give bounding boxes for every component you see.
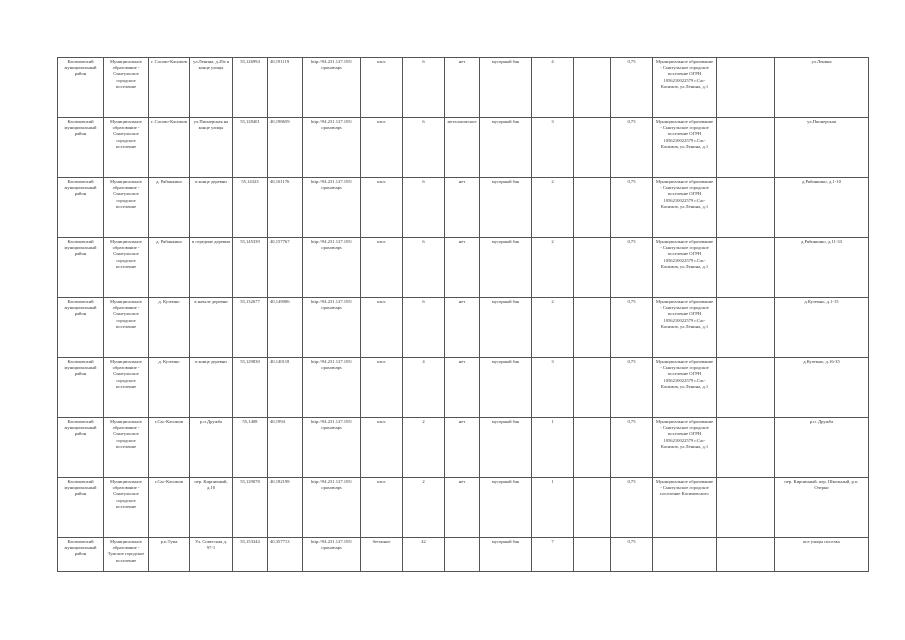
table-cell: нет bbox=[445, 178, 480, 238]
table-cell: 6 bbox=[403, 178, 445, 238]
table-cell: д.Рябинкино, д.11-33 bbox=[775, 238, 869, 298]
table-cell bbox=[717, 418, 775, 478]
table-cell: 40,198659 bbox=[268, 118, 303, 178]
table-cell: http://94.231.127.105/ораsоmарs bbox=[303, 238, 361, 298]
table-cell: нзос bbox=[361, 358, 403, 418]
table-cell: Муниципальное образование - Сынтульское городское поселение ОГРН 1056210022579 г.Сас-Касимов, ул.Ленина, д.1 bbox=[653, 298, 717, 358]
table-cell: http://94.231.127.105/ораsоmарs bbox=[303, 418, 361, 478]
table-cell: Муниципальное образование - Тумское городское поселение bbox=[104, 538, 149, 572]
table-cell: нет bbox=[445, 238, 480, 298]
table-cell: 42 bbox=[403, 538, 445, 572]
table-cell: Касимовский муниципальный район bbox=[58, 178, 104, 238]
document-table bbox=[57, 57, 869, 572]
table-cell: мусорный бак bbox=[480, 538, 532, 572]
table-cell: Касимовский муниципальный район bbox=[58, 58, 104, 118]
table-cell: 0,75 bbox=[611, 478, 653, 538]
table-cell: д.Куземно, д.16-35 bbox=[775, 358, 869, 418]
table-cell: Муниципальное образование - Сынтульское городское поселение bbox=[104, 118, 149, 178]
table-cell: Муниципальное образование - Сынтульское городское поселение ОГРН 1056210022579 г.Сас-Касимов, ул.Ленина, д.1 bbox=[653, 178, 717, 238]
table-row bbox=[58, 418, 869, 478]
table-cell: 1 bbox=[532, 418, 574, 478]
table-cell: мусорный бак bbox=[480, 418, 532, 478]
table-cell: Муниципальное образование - Сынтульское городское поселение bbox=[104, 478, 149, 538]
table-cell: г. Сасово-Касимов bbox=[149, 58, 190, 118]
table-cell bbox=[574, 478, 611, 538]
table-cell: в середине деревни bbox=[190, 238, 233, 298]
table-cell: нет bbox=[445, 58, 480, 118]
table-cell bbox=[717, 118, 775, 178]
table-cell: р.п. Дружба bbox=[775, 418, 869, 478]
table-cell: 6 bbox=[403, 238, 445, 298]
table-cell: 2 bbox=[403, 418, 445, 478]
table-cell: 55,129830 bbox=[233, 358, 268, 418]
table-cell: р.п.Тума bbox=[149, 538, 190, 572]
table-cell: г.Сас-Касимов bbox=[149, 418, 190, 478]
table-cell: д. Рябинкино bbox=[149, 238, 190, 298]
table-cell: 40,357713 bbox=[268, 538, 303, 572]
table-cell: Муниципальное образование - Сынтульское городское поселение ОГРН 1056210022579 г.Сас-Касимов, ул.Ленина, д.1 bbox=[653, 118, 717, 178]
table-body bbox=[58, 58, 869, 572]
table-cell: 55,145339 bbox=[233, 238, 268, 298]
table-cell: мусорный бак bbox=[480, 238, 532, 298]
table-row bbox=[58, 478, 869, 538]
table-cell: 0,75 bbox=[611, 238, 653, 298]
table-cell: 3 bbox=[532, 358, 574, 418]
table-cell: нзос bbox=[361, 418, 403, 478]
table-cell: 2 bbox=[403, 478, 445, 538]
table-cell bbox=[574, 358, 611, 418]
table-cell: http://94.231.127.105/ораsоmарs bbox=[303, 118, 361, 178]
table-cell: мусорный бак bbox=[480, 358, 532, 418]
table-cell: нзос bbox=[361, 298, 403, 358]
table-cell: нзос bbox=[361, 478, 403, 538]
table-cell: ул.Ленина bbox=[775, 58, 869, 118]
table-row bbox=[58, 238, 869, 298]
table-cell: http://94.231.127.105/ораsоmарs bbox=[303, 478, 361, 538]
table-cell: 0,75 bbox=[611, 58, 653, 118]
table-cell: 55,132677 bbox=[233, 298, 268, 358]
table-cell bbox=[574, 238, 611, 298]
table-cell: 0,75 bbox=[611, 178, 653, 238]
table-cell bbox=[717, 538, 775, 572]
table-cell: http://94.231.127.105/ораsоmарs bbox=[303, 358, 361, 418]
table-cell bbox=[717, 478, 775, 538]
table-cell bbox=[574, 418, 611, 478]
table-cell: 40,191119 bbox=[268, 58, 303, 118]
table-cell bbox=[717, 178, 775, 238]
table-cell: 40,140118 bbox=[268, 358, 303, 418]
table-cell: Касимовский муниципальный район bbox=[58, 418, 104, 478]
table-cell: http://94.231.127.105/ораsоmарs bbox=[303, 178, 361, 238]
table-cell bbox=[574, 118, 611, 178]
table-cell: 0,75 bbox=[611, 118, 653, 178]
table-cell: Муниципальное образование - Сынтульское городское поселение bbox=[104, 238, 149, 298]
table-cell: 7 bbox=[532, 538, 574, 572]
table-cell: Муниципальное образование - Сынтульское городское поселение ОГРН 1056210022579 г.Сас-Касимов, ул.Ленина, д.1 bbox=[653, 58, 717, 118]
table-cell: нзос bbox=[361, 118, 403, 178]
table-cell: 4 bbox=[532, 58, 574, 118]
table-row bbox=[58, 178, 869, 238]
table-cell: ул.Ленина, д.29а в конце улицы bbox=[190, 58, 233, 118]
table-cell: 55,14323 bbox=[233, 178, 268, 238]
table-cell: д. Куземно bbox=[149, 298, 190, 358]
table-cell: 6 bbox=[403, 118, 445, 178]
table-cell: мусорный бак bbox=[480, 178, 532, 238]
table-cell: ул.Пионерская на конце улицы bbox=[190, 118, 233, 178]
table-cell: мусорный бак bbox=[480, 58, 532, 118]
table-row bbox=[58, 538, 869, 572]
table-cell: пер. Кирпичный, д.10 bbox=[190, 478, 233, 538]
table-cell: Ул. Советская д. 97-1 bbox=[190, 538, 233, 572]
table-cell: Муниципальное образование - Сынтульское городское поселение bbox=[104, 298, 149, 358]
table-cell: бетонное bbox=[361, 538, 403, 572]
table-cell: 0,75 bbox=[611, 298, 653, 358]
table-cell: 2 bbox=[532, 238, 574, 298]
table-cell: Касимовский муниципальный район bbox=[58, 358, 104, 418]
table-cell: Муниципальное образование - Сынтульское городское поселение ОГРН 1056210022579 г.Сас-Касимов, ул.Ленина, д.1 bbox=[653, 358, 717, 418]
table-cell: 40,161176 bbox=[268, 178, 303, 238]
table-cell: Касимовский муниципальный район bbox=[58, 238, 104, 298]
table-cell: 40,1994 bbox=[268, 418, 303, 478]
table-cell: г.Сас-Касимов bbox=[149, 478, 190, 538]
table-cell: 4 bbox=[403, 358, 445, 418]
table-cell: д. Куземно bbox=[149, 358, 190, 418]
table-cell: 40,182198 bbox=[268, 478, 303, 538]
table-cell: нет bbox=[445, 358, 480, 418]
table-cell: 40,157767 bbox=[268, 238, 303, 298]
table-cell: г. Сасово-Касимов bbox=[149, 118, 190, 178]
table-cell: пер. Кирпичный, пер. Школьный, р.п. Озерки bbox=[775, 478, 869, 538]
table-cell: 0,75 bbox=[611, 418, 653, 478]
table-cell: 55,128401 bbox=[233, 118, 268, 178]
table-cell bbox=[717, 238, 775, 298]
table-cell bbox=[574, 178, 611, 238]
table-cell bbox=[653, 538, 717, 572]
table-cell: Муниципальное образование - Сынтульское городское поселение bbox=[104, 418, 149, 478]
table-cell: 55,129078 bbox=[233, 478, 268, 538]
table-cell bbox=[574, 58, 611, 118]
table-cell bbox=[574, 538, 611, 572]
table-cell: 6 bbox=[403, 298, 445, 358]
table-row bbox=[58, 118, 869, 178]
table-cell: Касимовский муниципальный район bbox=[58, 478, 104, 538]
table-cell: 2 bbox=[532, 178, 574, 238]
table-cell: Муниципальное образование - Сынтульское городское поселение bbox=[104, 178, 149, 238]
table-cell: нет bbox=[445, 298, 480, 358]
table-cell: в конце деревни bbox=[190, 358, 233, 418]
table-row bbox=[58, 58, 869, 118]
table-cell: нзос bbox=[361, 178, 403, 238]
table-cell: д.Куземно, д.1-15 bbox=[775, 298, 869, 358]
table-cell: д.Рябинкино, д.1-10 bbox=[775, 178, 869, 238]
table-cell bbox=[717, 58, 775, 118]
table-cell: http://94.231.127.105/ораsоmарs bbox=[303, 298, 361, 358]
table-cell: 1 bbox=[532, 478, 574, 538]
table-cell: Касимовский муниципальный район bbox=[58, 298, 104, 358]
table-cell: 3 bbox=[532, 118, 574, 178]
table-cell: Касимовский муниципальный район bbox=[58, 118, 104, 178]
table-cell bbox=[445, 538, 480, 572]
table-cell: металлическое bbox=[445, 118, 480, 178]
table-cell: д. Рябинкино bbox=[149, 178, 190, 238]
table-row bbox=[58, 358, 869, 418]
table-cell: 55,1408 bbox=[233, 418, 268, 478]
table-cell: 2 bbox=[532, 298, 574, 358]
table-cell: ул.Пионерская bbox=[775, 118, 869, 178]
table-cell: Муниципальное образование - Сынтульское городское поселение bbox=[104, 358, 149, 418]
table-cell: 55,126994 bbox=[233, 58, 268, 118]
table-cell: Муниципальное образование - Сынтульское городское поселение ОГРН 1056210022579 г.Сас-Касимов, ул.Ленина, д.1 bbox=[653, 238, 717, 298]
table-cell: мусорный бак bbox=[480, 478, 532, 538]
table-cell: р.п.Дружба bbox=[190, 418, 233, 478]
table-cell: в конце деревни bbox=[190, 178, 233, 238]
table-cell: нет bbox=[445, 418, 480, 478]
table-cell: нзос bbox=[361, 238, 403, 298]
table-cell: 0,75 bbox=[611, 358, 653, 418]
table-cell: 40,149006 bbox=[268, 298, 303, 358]
table-cell bbox=[717, 358, 775, 418]
table-cell: все улицы поселка bbox=[775, 538, 869, 572]
table-cell: http://94.231.127.105/ораsоmарs bbox=[303, 538, 361, 572]
table-cell: мусорный бак bbox=[480, 298, 532, 358]
table-cell bbox=[717, 298, 775, 358]
table-cell: мусорный бак bbox=[480, 118, 532, 178]
table-cell bbox=[574, 298, 611, 358]
table-cell: 55,153344 bbox=[233, 538, 268, 572]
table-cell: Муниципальное образование - Сынтульское городское поселение bbox=[104, 58, 149, 118]
table-cell: нет bbox=[445, 478, 480, 538]
table-cell: нзос bbox=[361, 58, 403, 118]
table-cell: в начале деревни bbox=[190, 298, 233, 358]
table-cell: Муниципальное образование - Сынтульское городское поселение Касимовского bbox=[653, 478, 717, 538]
table-cell: http://94.231.127.105/ораsоmарs bbox=[303, 58, 361, 118]
table-cell: 6 bbox=[403, 58, 445, 118]
table-cell: 0,75 bbox=[611, 538, 653, 572]
table-row bbox=[58, 298, 869, 358]
table-cell: Муниципальное образование - Сынтульское городское поселение ОГРН 1056210022579 г.Сас-Касимов, ул.Ленина, д.1 bbox=[653, 418, 717, 478]
table-cell: Касимовский муниципальный район bbox=[58, 538, 104, 572]
